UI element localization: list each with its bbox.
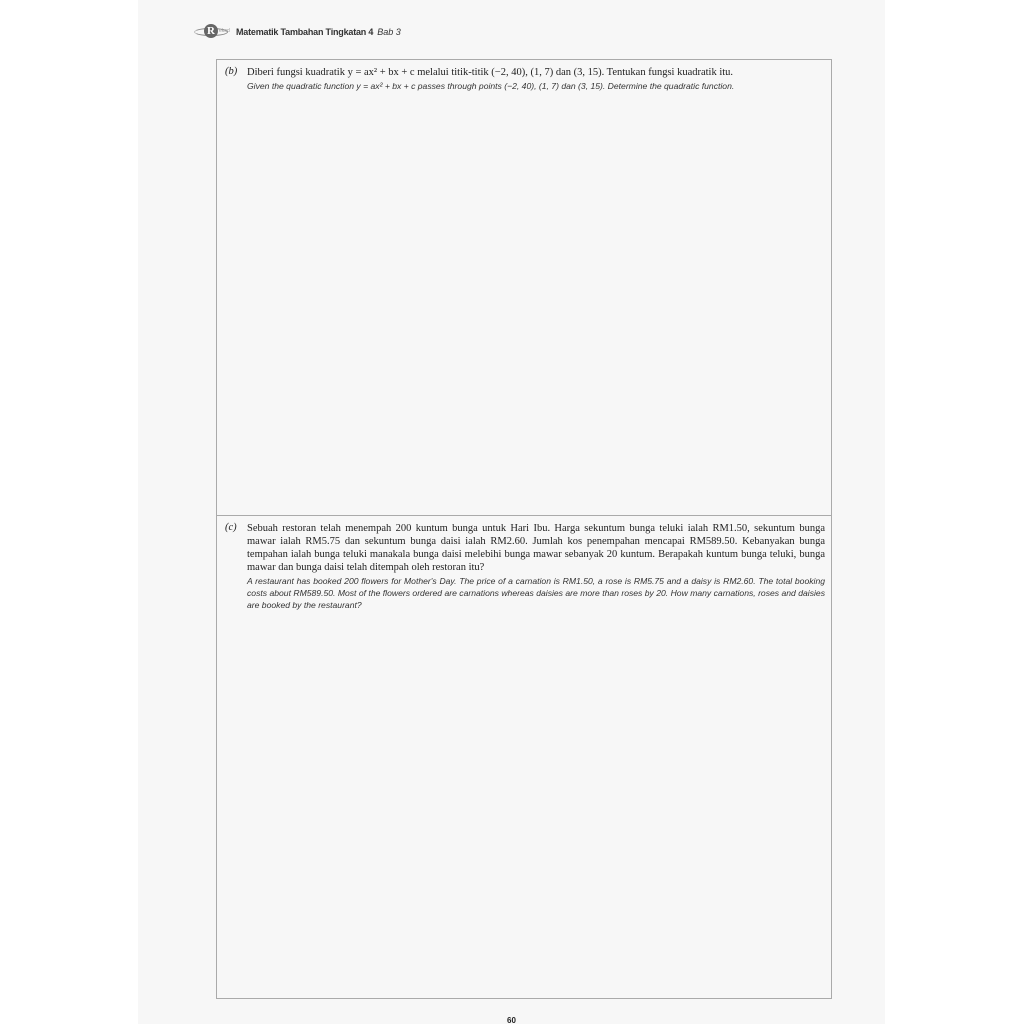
question-text-malay: Diberi fungsi kuadratik y = ax² + bx + c melalui titik-titik (−2, 40), (1, 7) dan (3, 15). Tentukan fungsi kuadratik itu.: [247, 67, 734, 78]
running-header: [194, 24, 401, 40]
question-label: (b): [225, 66, 238, 77]
question-c: [225, 522, 825, 611]
question-label: (c): [225, 522, 237, 533]
book-title: Matematik Tambahan Tingkatan 4: [236, 27, 374, 37]
answer-box-b: [216, 59, 832, 516]
chapter-label: Bab 3: [377, 27, 401, 37]
logo-letter: R: [204, 24, 218, 38]
answer-box-c: [216, 516, 832, 999]
question-text-english: Given the quadratic function y = ax² + bx + c passes through points (−2, 40), (1, 7) dan (3, 15). Determine the quadratic function.: [247, 81, 735, 91]
publisher-logo-icon: [194, 25, 232, 39]
logo-tag: ekod: [219, 28, 230, 34]
question-text-english: A restaurant has booked 200 flowers for Mother's Day. The price of a carnation is RM1.50, a rose is RM5.75 and a daisy is RM2.60. The total booking costs about RM589.50. Most of the flowers ordered are carnations whereas daisies are more than roses by 20. How many carnations, roses and daisies are booked by the restaurant?: [247, 576, 825, 610]
page-number: 60: [507, 1016, 516, 1024]
question-text-malay: Sebuah restoran telah menempah 200 kuntum bunga untuk Hari Ibu. Harga sekuntum bunga teluki ialah RM1.50, sekuntum bunga mawar ialah RM5.75 dan sekuntum bunga daisi ialah RM2.60. Jumlah kos penempahan mencapai RM589.50. Kebanyakan bunga tempahan ialah bunga teluki manakala bunga daisi melebihi bunga mawar sebanyak 20 kuntum. Berapakah kuntum bunga teluki, bunga mawar dan bunga daisi telah ditempah oleh restoran itu?: [247, 523, 825, 573]
textbook-page: [138, 0, 885, 1024]
question-b: [225, 66, 825, 92]
